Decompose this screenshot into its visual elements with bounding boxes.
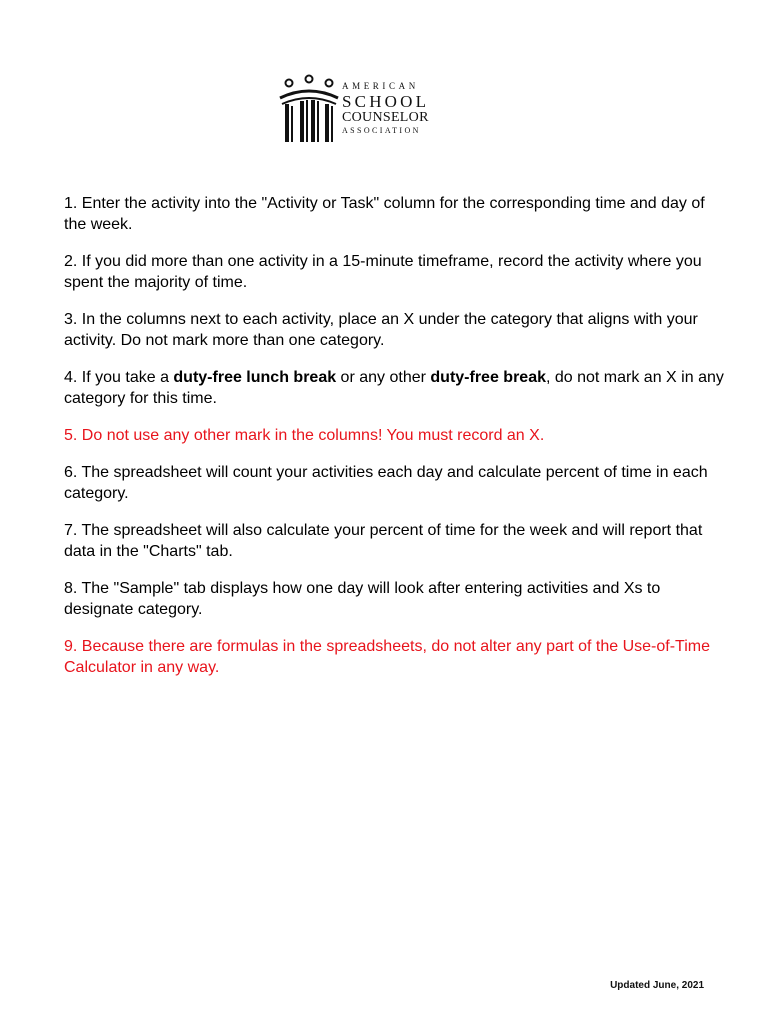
instruction-item: [64, 309, 724, 351]
asca-columns-logo-icon: [278, 74, 340, 146]
updated-date: Updated June, 2021: [610, 980, 704, 991]
instruction-item: [64, 578, 724, 620]
instruction-item: [64, 251, 724, 293]
instruction-number: 3.: [64, 311, 78, 328]
instruction-number: 7.: [64, 522, 78, 539]
instruction-text: , do not mark an X in any category for this time.: [64, 369, 724, 407]
instruction-text: Because there are formulas in the spreadsheets, do not alter any part of the Use-of-Time Calculator in any way.: [64, 638, 710, 676]
instruction-text: The "Sample" tab displays how one day will look after entering activities and Xs to designate category.: [64, 580, 661, 618]
instruction-text: Do not use any other mark in the columns! You must record an X.: [81, 427, 545, 444]
instruction-text: The spreadsheet will count your activities each day and calculate percent of time in each category.: [64, 464, 708, 502]
instruction-number: 8.: [64, 580, 78, 597]
instruction-text: or any other: [336, 369, 431, 386]
logo-line-school: SCHOOL: [342, 92, 430, 111]
instruction-text: In the columns next to each activity, place an X under the category that aligns with your activity. Do not mark more than one category.: [64, 311, 698, 349]
instruction-number: 9.: [64, 638, 78, 655]
instruction-item: [64, 520, 724, 562]
instruction-number: 4.: [64, 369, 78, 386]
instruction-item: [64, 367, 724, 409]
instruction-number: 1.: [64, 195, 78, 212]
instruction-number: 5.: [64, 427, 78, 444]
instruction-item-warning: [64, 636, 724, 678]
instruction-text: If you take a: [81, 369, 174, 386]
instruction-item-warning: [64, 425, 724, 446]
instruction-bold: duty-free lunch break: [173, 369, 337, 386]
instruction-bold: duty-free break: [430, 369, 546, 386]
logo-line-american: AMERICAN: [342, 81, 419, 91]
logo-line-counselor: COUNSELOR: [342, 110, 429, 125]
instruction-number: 6.: [64, 464, 78, 481]
instruction-text: The spreadsheet will also calculate your percent of time for the week and will report that data in the "Charts" tab.: [64, 522, 703, 560]
logo-wordmark: [342, 82, 429, 135]
instruction-item: [64, 462, 724, 504]
logo-line-association: ASSOCIATION: [342, 126, 421, 135]
instruction-number: 2.: [64, 253, 78, 270]
instruction-text: If you did more than one activity in a 15-minute timeframe, record the activity where you spent the majority of time.: [64, 253, 702, 291]
asca-logo: [278, 74, 448, 146]
instruction-list: [64, 193, 724, 694]
instruction-text: Enter the activity into the "Activity or Task" column for the corresponding time and day of the week.: [64, 195, 705, 233]
instruction-item: [64, 193, 724, 235]
